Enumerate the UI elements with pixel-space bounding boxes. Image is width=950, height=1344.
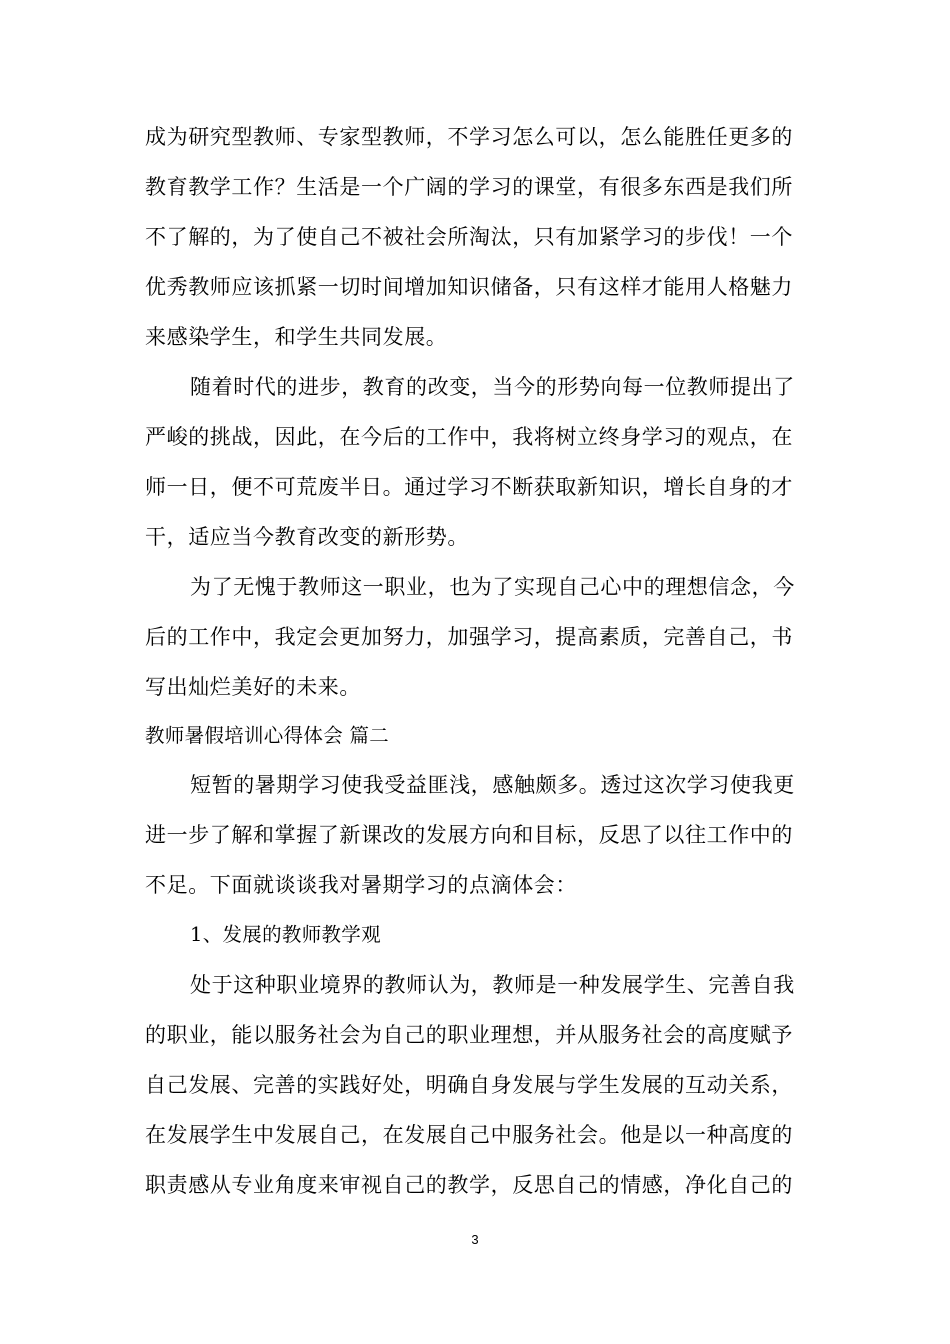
- paragraph-line: 为了无愧于教师这一职业，也为了实现自己心中的理想信念，今: [190, 575, 795, 599]
- paragraph-line: 进一步了解和掌握了新课改的发展方向和目标，反思了以往工作中的: [145, 823, 793, 847]
- paragraph-line: 成为研究型教师、专家型教师，不学习怎么可以，怎么能胜任更多的: [145, 125, 793, 149]
- section-heading: 教师暑假培训心得体会 篇二: [145, 724, 390, 747]
- page-number: 3: [471, 1232, 479, 1247]
- subheading: 1、发展的教师教学观: [190, 923, 381, 946]
- paragraph-line: 干，适应当今教育改变的新形势。: [145, 525, 469, 549]
- paragraph-line: 随着时代的进步，教育的改变，当今的形势向每一位教师提出了: [190, 375, 795, 399]
- paragraph-line: 在发展学生中发展自己，在发展自己中服务社会。他是以一种高度的: [145, 1123, 793, 1147]
- paragraph-line: 后的工作中，我定会更加努力，加强学习，提高素质，完善自己，书: [145, 625, 793, 649]
- paragraph-line: 不了解的，为了使自己不被社会所淘汰，只有加紧学习的步伐！一个: [145, 225, 793, 249]
- paragraph-line: 职责感从专业角度来审视自己的教学，反思自己的情感，净化自己的: [145, 1173, 793, 1197]
- paragraph-line: 优秀教师应该抓紧一切时间增加知识储备，只有这样才能用人格魅力: [145, 275, 793, 299]
- paragraph-line: 短暂的暑期学习使我受益匪浅，感触颇多。透过这次学习使我更: [190, 773, 795, 797]
- paragraph-line: 的职业，能以服务社会为自己的职业理想，并从服务社会的高度赋予: [145, 1023, 793, 1047]
- paragraph-line: 写出灿烂美好的未来。: [145, 675, 361, 699]
- paragraph-line: 师一日，便不可荒废半日。通过学习不断获取新知识，增长自身的才: [145, 475, 793, 499]
- paragraph-line: 来感染学生，和学生共同发展。: [145, 325, 448, 349]
- paragraph-line: 严峻的挑战，因此，在今后的工作中，我将树立终身学习的观点，在: [145, 425, 793, 449]
- paragraph-line: 教育教学工作？生活是一个广阔的学习的课堂，有很多东西是我们所: [145, 175, 793, 199]
- paragraph-line: 自己发展、完善的实践好处，明确自身发展与学生发展的互动关系，: [145, 1073, 793, 1097]
- paragraph-line: 处于这种职业境界的教师认为，教师是一种发展学生、完善自我: [190, 973, 795, 997]
- paragraph-line: 不足。下面就谈谈我对暑期学习的点滴体会：: [145, 873, 577, 897]
